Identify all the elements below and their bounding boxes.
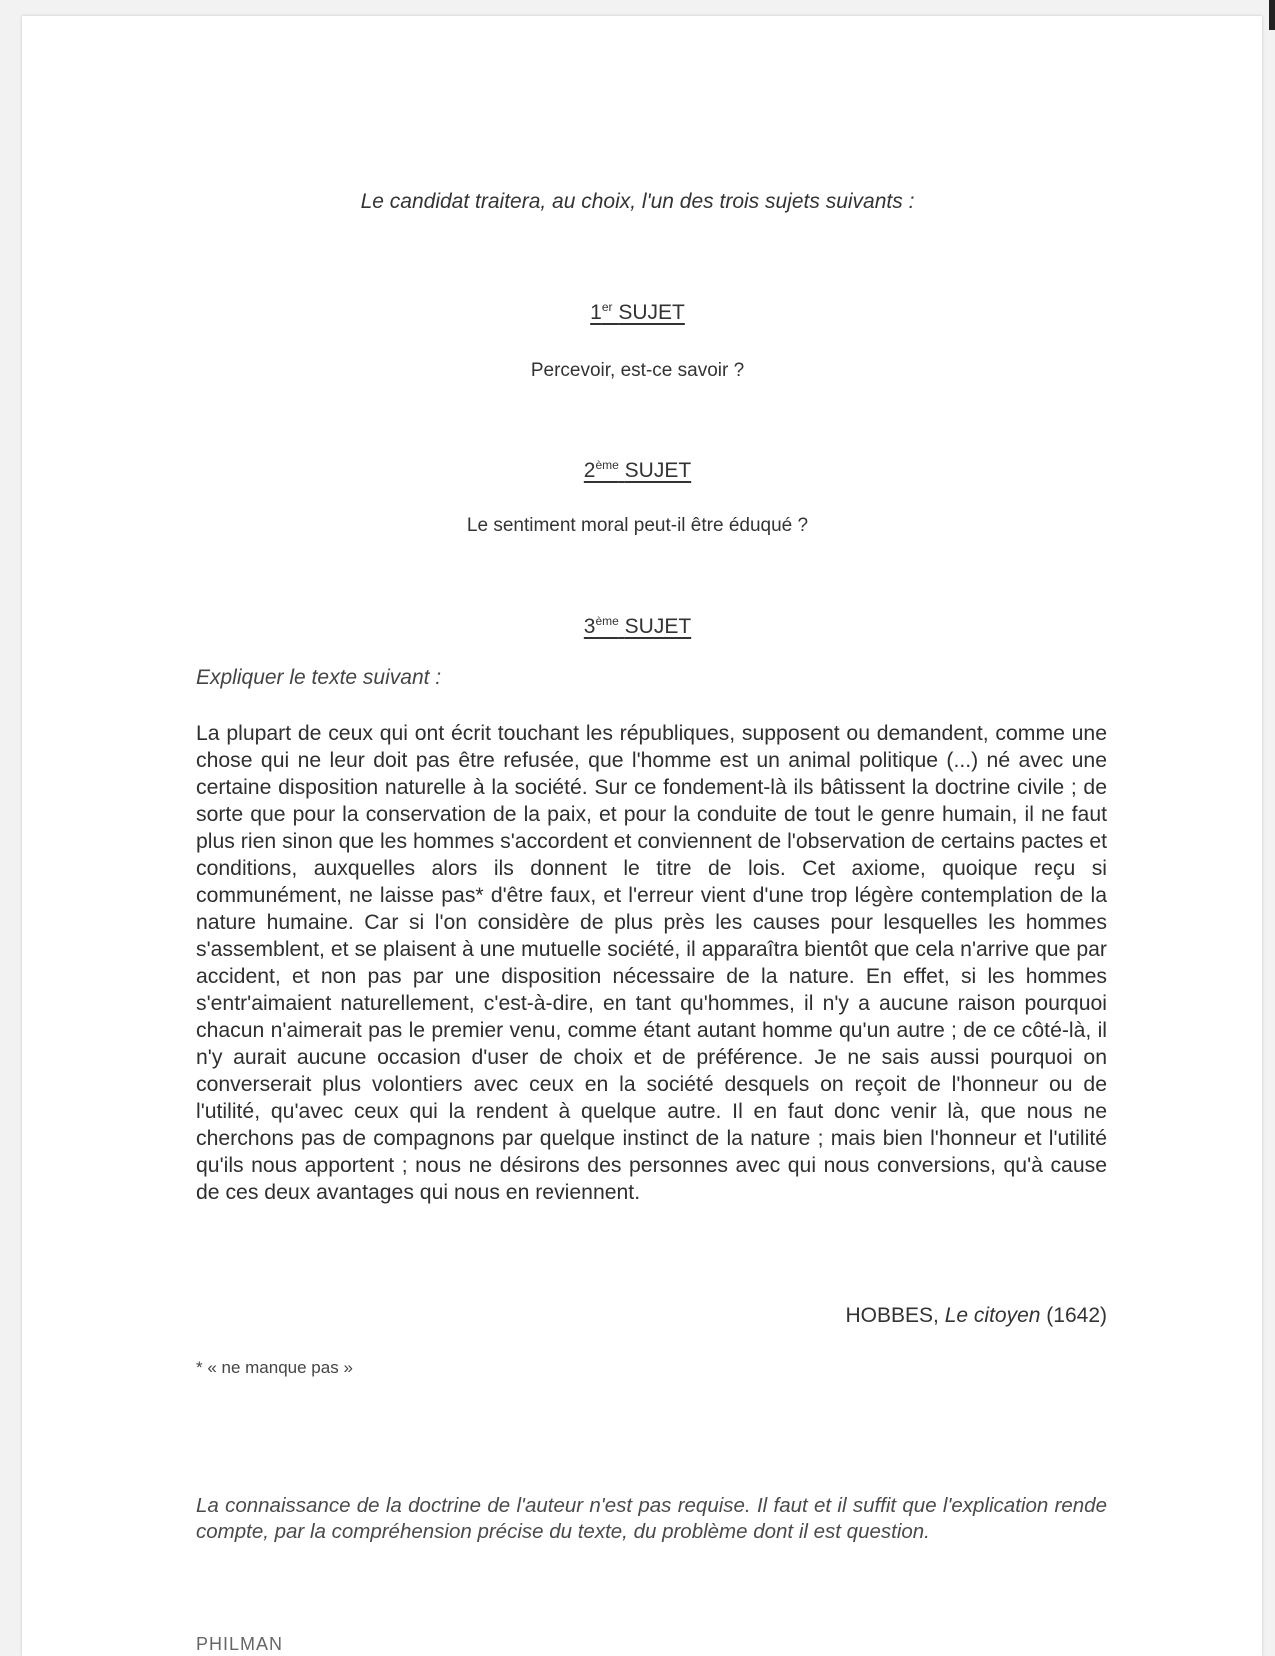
subject-1-question: Percevoir, est-ce savoir ? [530, 360, 745, 381]
citation: HOBBES, Le citoyen (1642) [845, 1304, 1107, 1327]
subject-1-heading: 1er SUJET [590, 300, 685, 324]
citation-author: HOBBES [845, 1304, 934, 1327]
exam-note: La connaissance de la doctrine de l'auteur n'est pas requise. Il faut et il suffit que l'explication rende compte, par la compréhension précise du texte, du problème dont il est question. [196, 1494, 1107, 1543]
subject-3-heading: 3ème SUJET [583, 614, 692, 638]
explain-instruction: Expliquer le texte suivant : [196, 666, 442, 689]
scan-edge [1269, 0, 1275, 30]
citation-work: Le citoyen [944, 1304, 1041, 1327]
hobbes-passage: La plupart de ceux qui ont écrit touchant les républiques, supposent ou demandent, comme une chose qui ne leur doit pas être refusée, que l'homme est un animal politique (...) né avec une certaine disposition naturelle à la société. Sur ce fondement-là ils bâtissent la doctrine civile ; de sorte que pour la conservation de la paix, et pour la conduite de tout le genre humain, il ne faut plus rien sinon que les hommes s'accordent et conviennent de l'observation de certains pactes et conditions, auxquelles alors ils donnent le titre de lois. Cet axiome, quoique reçu si communément, ne laisse pas* d'être faux, et l'erreur vient d'une trop légère contemplation de la nature humaine. Car si l'on considère de plus près les causes pour lesquelles les hommes s'assemblent, et se plaisent à une mutuelle société, il apparaîtra bientôt que cela n'arrive que par accident, et non pas par une disposition nécessaire de la nature. En effet, si les hommes s'entr'aimaient naturellement, c'est-à-dire, en tant qu'hommes, il n'y a aucune raison pourquoi chacun n'aimerait pas le premier venu, comme étant autant homme qu'un autre ; de ce côté-là, il n'y aurait aucune occasion d'user de choix et de préférence. Je ne sais aussi pourquoi on converserait plus volontiers avec ceux en la société desquels on reçoit de l'honneur ou de l'utilité, qu'avec ceux qui la rendent à quelque autre. Il en faut donc venir là, que nous ne cherchons pas de compagnons par quelque instinct de la nature ; mais bien l'honneur et l'utilité qu'ils nous apportent ; nous ne désirons des personnes avec qui nous conversions, qu'à cause de ces deux avantages qui nous en reviennent. [196, 722, 1107, 1204]
subject-2-heading: 2ème SUJET [583, 458, 692, 482]
citation-year: (1642) [1046, 1304, 1107, 1327]
page-footer-code: PHILMAN [196, 1634, 284, 1654]
footnote: * « ne manque pas » [196, 1358, 353, 1377]
intro-text: Le candidat traitera, au choix, l'un des trois sujets suivants : [360, 190, 915, 213]
subject-2-question: Le sentiment moral peut-il être éduqué ? [466, 515, 809, 536]
